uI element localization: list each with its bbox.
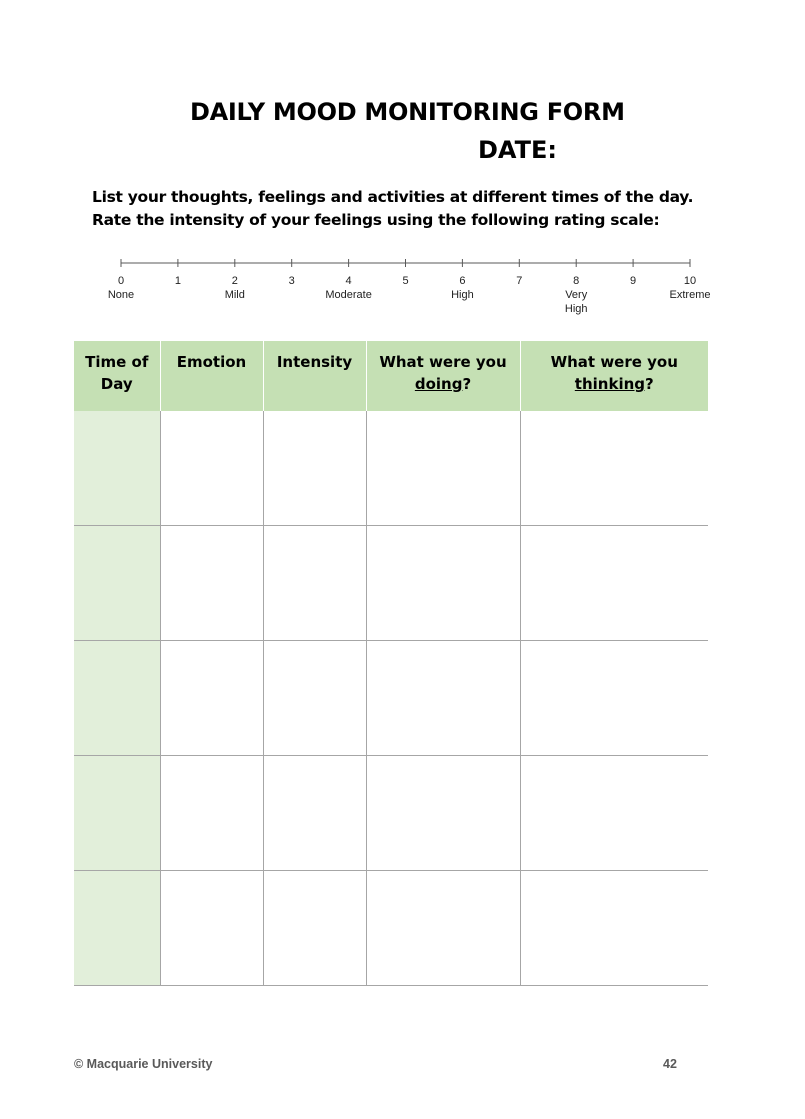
cell-emotion[interactable]	[160, 411, 263, 526]
rating-scale	[100, 252, 720, 322]
header-thinking-post: ?	[645, 375, 654, 393]
scale-tick-label: 2	[231, 275, 238, 287]
table-header-row	[74, 341, 708, 411]
header-doing-pre: What were you	[379, 353, 507, 371]
scale-tick-label: 1	[174, 275, 181, 287]
header-doing	[366, 341, 520, 411]
header-emotion: Emotion	[160, 341, 263, 411]
cell-time[interactable]	[74, 411, 160, 526]
table-body	[74, 411, 708, 986]
cell-intensity[interactable]	[263, 756, 366, 871]
cell-intensity[interactable]	[263, 411, 366, 526]
scale-tick-label: 6	[459, 275, 466, 287]
header-doing-word: doing	[414, 375, 463, 393]
scale-tick-label: 5	[402, 275, 409, 287]
cell-time[interactable]	[74, 641, 160, 756]
header-time-line-2: Day	[100, 375, 133, 393]
scale-tick-label: 0	[117, 275, 125, 287]
scale-descriptor-label: None	[107, 289, 135, 301]
cell-time[interactable]	[74, 756, 160, 871]
instruction-line-1: List your thoughts, feelings and activities at different times of the day.	[92, 188, 694, 206]
cell-thinking[interactable]	[520, 871, 708, 986]
mood-table	[74, 341, 708, 986]
header-time-of-day	[74, 341, 160, 411]
cell-emotion[interactable]	[160, 526, 263, 641]
scale-tick-label: 10	[683, 275, 697, 287]
cell-thinking[interactable]	[520, 756, 708, 871]
cell-doing[interactable]	[366, 871, 520, 986]
instruction-line-2: Rate the intensity of your feelings using the following rating scale:	[92, 211, 660, 229]
header-thinking-pre: What were you	[550, 353, 678, 371]
table-row	[74, 871, 708, 986]
cell-emotion[interactable]	[160, 871, 263, 986]
cell-intensity[interactable]	[263, 871, 366, 986]
scale-descriptor-label: Extreme	[669, 289, 711, 301]
table-row	[74, 641, 708, 756]
cell-doing[interactable]	[366, 756, 520, 871]
table-row	[74, 756, 708, 871]
footer-copyright: © Macquarie University	[74, 1057, 213, 1071]
scale-descriptor-label: Moderate	[325, 289, 372, 301]
header-time-line-1: Time of	[85, 353, 149, 371]
cell-thinking[interactable]	[520, 411, 708, 526]
scale-tick-label: 3	[288, 275, 295, 287]
header-thinking-word: thinking	[574, 375, 645, 393]
cell-doing[interactable]	[366, 641, 520, 756]
scale-descriptor-label: High	[564, 303, 588, 315]
form-title: DAILY MOOD MONITORING FORM	[190, 98, 625, 126]
cell-intensity[interactable]	[263, 641, 366, 756]
scale-tick-label: 8	[573, 275, 580, 287]
header-doing-post: ?	[462, 375, 472, 393]
cell-doing[interactable]	[366, 411, 520, 526]
table-row	[74, 411, 708, 526]
table-row	[74, 526, 708, 641]
header-intensity: Intensity	[263, 341, 366, 411]
date-label: DATE:	[478, 136, 557, 164]
scale-tick-label: 9	[630, 275, 637, 287]
cell-thinking[interactable]	[520, 526, 708, 641]
scale-descriptor-label: Mild	[224, 289, 245, 301]
cell-emotion[interactable]	[160, 641, 263, 756]
scale-tick-label: 7	[516, 275, 523, 287]
cell-intensity[interactable]	[263, 526, 366, 641]
cell-time[interactable]	[74, 526, 160, 641]
cell-thinking[interactable]	[520, 641, 708, 756]
cell-time[interactable]	[74, 871, 160, 986]
scale-tick-label: 4	[345, 275, 352, 287]
scale-descriptor-label: High	[451, 289, 474, 301]
scale-descriptor-label: Very	[565, 289, 588, 301]
cell-doing[interactable]	[366, 526, 520, 641]
header-thinking	[520, 341, 708, 411]
footer-page-number: 42	[663, 1057, 677, 1071]
cell-emotion[interactable]	[160, 756, 263, 871]
